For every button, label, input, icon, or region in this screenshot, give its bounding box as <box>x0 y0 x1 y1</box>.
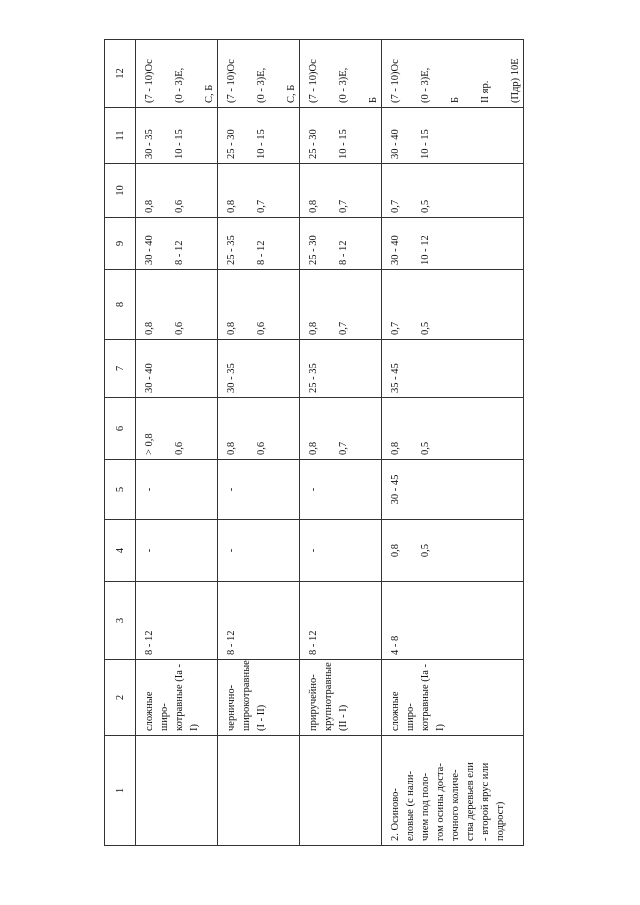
cell-forest-type <box>218 736 300 846</box>
header-col-7: 7 <box>105 340 136 398</box>
header-col-6: 6 <box>105 398 136 460</box>
table-row <box>136 40 218 846</box>
cell-col-6: 0,8 0,5 <box>382 398 524 460</box>
cell-col-9: 30 - 40 8 - 12 <box>136 218 218 270</box>
cell-col-4: - <box>218 520 300 582</box>
cell-col-6: 0,8 0,6 <box>218 398 300 460</box>
cell-forest-group: сложные широ- котравные (Ia - I) <box>382 660 524 736</box>
header-col-8: 8 <box>105 270 136 340</box>
cell-col-8: 0,7 0,5 <box>382 270 524 340</box>
cell-col-12: (7 - 10)Ос (0 - 3)Е, С, Б <box>218 40 300 108</box>
cell-col-11: 25 - 30 10 - 15 <box>218 108 300 164</box>
cell-col-3: 4 - 8 <box>382 582 524 660</box>
cell-col-7: 30 - 40 <box>136 340 218 398</box>
cell-col-11: 30 - 40 10 - 15 <box>382 108 524 164</box>
header-row <box>105 40 136 846</box>
cell-col-3: 8 - 12 <box>136 582 218 660</box>
cell-col-4: - <box>300 520 382 582</box>
table-row <box>382 40 524 846</box>
header-col-2: 2 <box>105 660 136 736</box>
cell-forest-type <box>300 736 382 846</box>
cell-forest-type <box>136 736 218 846</box>
cell-col-4: 0,8 0,5 <box>382 520 524 582</box>
cell-col-7: 35 - 45 <box>382 340 524 398</box>
cell-col-12: (7 - 10)Ос (0 - 3)Е, Б <box>300 40 382 108</box>
cell-col-12: (7 - 10)Ос (0 - 3)Е, Б II яр. (Пдр) 10Е <box>382 40 524 108</box>
cell-col-5: - <box>218 460 300 520</box>
cell-col-4: - <box>136 520 218 582</box>
cell-col-10: 0,8 0,7 <box>218 164 300 218</box>
cell-col-10: 0,8 0,6 <box>136 164 218 218</box>
cell-forest-group: приручейно- крупнотравные (II - I) <box>300 660 382 736</box>
cell-col-3: 8 - 12 <box>218 582 300 660</box>
header-col-9: 9 <box>105 218 136 270</box>
cell-col-9: 25 - 30 8 - 12 <box>300 218 382 270</box>
forest-table <box>104 39 524 846</box>
cell-forest-group: сложные широ- котравные (Ia - I) <box>136 660 218 736</box>
cell-forest-group: чернично- широкотравные (I - II) <box>218 660 300 736</box>
cell-col-12: (7 - 10)Ос (0 - 3)Е, С, Б <box>136 40 218 108</box>
table-row <box>218 40 300 846</box>
cell-col-7: 30 - 35 <box>218 340 300 398</box>
cell-col-11: 25 - 30 10 - 15 <box>300 108 382 164</box>
cell-col-8: 0,8 0,7 <box>300 270 382 340</box>
rotated-table-page <box>104 40 521 846</box>
cell-col-8: 0,8 0,6 <box>218 270 300 340</box>
cell-col-7: 25 - 35 <box>300 340 382 398</box>
header-col-12: 12 <box>105 40 136 108</box>
header-col-4: 4 <box>105 520 136 582</box>
header-col-3: 3 <box>105 582 136 660</box>
cell-col-10: 0,8 0,7 <box>300 164 382 218</box>
header-col-5: 5 <box>105 460 136 520</box>
cell-col-6: 0,8 0,7 <box>300 398 382 460</box>
header-col-11: 11 <box>105 108 136 164</box>
cell-col-9: 30 - 40 10 - 12 <box>382 218 524 270</box>
table-row <box>300 40 382 846</box>
cell-col-11: 30 - 35 10 - 15 <box>136 108 218 164</box>
cell-col-6: > 0,8 0,6 <box>136 398 218 460</box>
cell-col-8: 0,8 0,6 <box>136 270 218 340</box>
cell-col-5: 30 - 45 <box>382 460 524 520</box>
header-col-1: 1 <box>105 736 136 846</box>
header-col-10: 10 <box>105 164 136 218</box>
cell-col-5: - <box>136 460 218 520</box>
cell-col-3: 8 - 12 <box>300 582 382 660</box>
cell-forest-type: 2. Осиново- еловые (с нали- чием под поло- гом осины доста- точного количе- ства деревьев ели - второй ярус или подрост) <box>382 736 524 846</box>
cell-col-5: - <box>300 460 382 520</box>
cell-col-10: 0,7 0,5 <box>382 164 524 218</box>
cell-col-9: 25 - 35 8 - 12 <box>218 218 300 270</box>
